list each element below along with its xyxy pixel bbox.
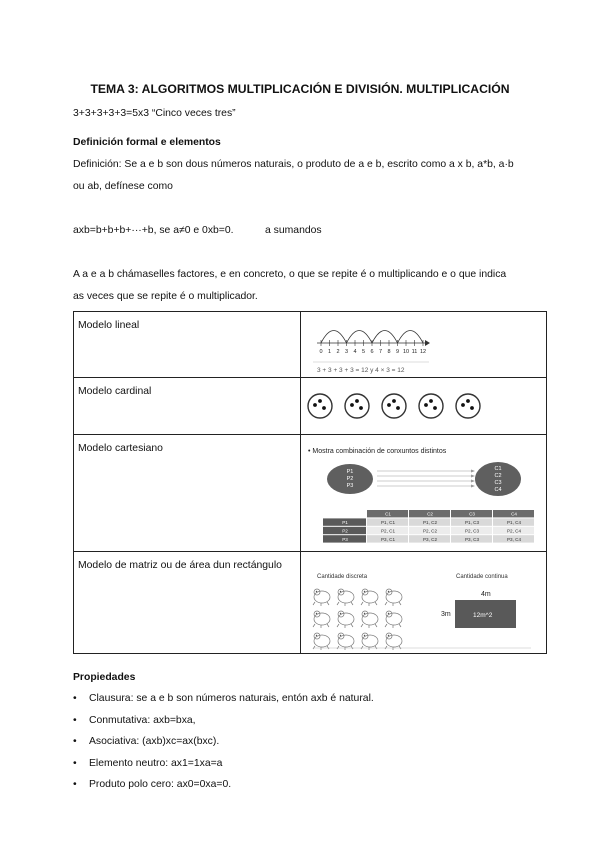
jump-arc: [372, 331, 398, 344]
continuous-label: Cantidade continua: [456, 574, 508, 580]
set-dot: [350, 403, 354, 407]
animal-icon: [313, 589, 330, 606]
tick-label: 4: [353, 349, 357, 355]
animal-icon: [337, 633, 354, 650]
cardinal-set: [345, 394, 369, 418]
cardinal-model-figure: [301, 378, 547, 435]
tick-label: 6: [370, 349, 374, 355]
properties-heading: Propiedades: [73, 672, 136, 683]
animal-icon: [361, 633, 378, 650]
table-cell-text: P2, C3: [464, 528, 480, 534]
set-dot: [313, 403, 317, 407]
set-c-element: C2: [494, 473, 502, 479]
model-label: Modelo cartesiano: [74, 435, 301, 552]
page-title: TEMA 3: ALGORITMOS MULTIPLICACIÓN E DIVISIÓN. MULTIPLICACIÓN: [90, 82, 510, 96]
model-row: [74, 378, 547, 435]
tick-label: 12: [419, 349, 427, 355]
arrow-head-icon: [471, 480, 475, 483]
table-cell-text: P1, C2: [422, 520, 438, 525]
animal-icon: [385, 589, 402, 606]
set-dot: [322, 406, 326, 410]
tick-label: 1: [327, 349, 332, 355]
set-dot: [392, 399, 396, 403]
definition-line-1: Definición: Se a e b son dous números naturais, o produto de a e b, escrito como a x b, a*b, a·b: [73, 159, 514, 170]
area-model-figure: [301, 552, 547, 654]
jump-arc: [347, 331, 373, 344]
cardinal-set: [419, 394, 443, 418]
table-cell-text: P1: [342, 520, 348, 525]
set-dot: [461, 403, 465, 407]
animal-icon: [361, 589, 378, 606]
table-cell-text: P1, C4: [506, 520, 522, 525]
models-table: [73, 311, 547, 654]
definition-line-2: ou ab, defínese como: [73, 181, 173, 192]
tick-label: 0: [319, 349, 323, 355]
set-dot: [433, 406, 437, 410]
cartesian-model-figure: [301, 435, 547, 552]
property-item: • Elemento neutro: ax1=1xa=a: [73, 753, 374, 775]
arrow-head-icon: [471, 475, 475, 478]
tick-label: 9: [395, 349, 400, 355]
arrow-head-icon: [471, 485, 475, 488]
set-dot: [355, 399, 359, 403]
table-cell-text: P2, C4: [506, 528, 522, 534]
table-cell-text: P2: [342, 528, 348, 534]
animal-icon: [361, 611, 378, 628]
set-p-element: P3: [346, 483, 354, 489]
model-row: [74, 435, 547, 552]
set-circle: [419, 394, 443, 418]
formula-note: a sumandos: [265, 225, 322, 236]
jump-arc: [398, 331, 424, 344]
table-cell-text: P3, C4: [506, 536, 522, 542]
factors-line-1: A a e a b chámaselles factores, e en concreto, o que se repite é o multiplicando e o que indica: [73, 269, 507, 280]
table-cell-text: P3, C2: [422, 536, 438, 542]
discrete-grid: [313, 589, 402, 650]
lineal-equation: 3 + 3 + 3 + 3 = 12 y 4 × 3 = 12: [317, 367, 405, 374]
arrow-head-icon: [471, 470, 475, 473]
set-dot: [470, 406, 474, 410]
set-circle: [345, 394, 369, 418]
arrow-head-icon: [425, 340, 430, 346]
set-c-element: C3: [494, 480, 502, 486]
table-cell-text: P3: [342, 536, 348, 542]
definition-heading: Definición formal e elementos: [73, 137, 221, 148]
cardinal-sets-diagram: [301, 378, 546, 431]
table-cell-text: P3, C1: [380, 536, 396, 542]
area-diagram: [301, 552, 546, 650]
animal-icon: [337, 589, 354, 606]
model-label: Modelo cardinal: [74, 378, 301, 435]
table-cell-text: P2, C2: [422, 528, 438, 534]
animal-icon: [337, 611, 354, 628]
model-row: [74, 552, 547, 654]
set-circle: [382, 394, 406, 418]
properties-list: [73, 688, 374, 796]
tick-label: 5: [361, 349, 366, 355]
property-item: • Clausura: se a e b son números naturais, entón axb é natural.: [73, 688, 374, 710]
set-dot: [466, 399, 470, 403]
cartesian-bullet: • Mostra combinación de conxuntos distintos: [308, 448, 447, 455]
set-dot: [318, 399, 322, 403]
set-p-element: P1: [346, 469, 354, 475]
discrete-label: Cantidade discreta: [317, 574, 368, 580]
table-cell-text: C2: [427, 511, 433, 517]
tick-label: 8: [387, 349, 391, 355]
tick-label: 2: [336, 349, 340, 355]
intro-example: 3+3+3+3+3=5x3 “Cinco veces tres”: [73, 108, 236, 119]
animal-icon: [385, 633, 402, 650]
model-row: [74, 312, 547, 378]
animal-icon: [313, 611, 330, 628]
cardinal-set: [308, 394, 332, 418]
tick-label: 10: [402, 349, 410, 355]
lineal-model-figure: [301, 312, 547, 378]
tick-label: 11: [411, 349, 418, 355]
set-dot: [387, 403, 391, 407]
table-cell-text: C1: [385, 511, 391, 517]
cardinal-set: [382, 394, 406, 418]
set-dot: [429, 399, 433, 403]
jump-arc: [321, 331, 347, 344]
property-item: • Asociativa: (axb)xc=ax(bxc).: [73, 731, 374, 753]
cardinal-set: [456, 394, 480, 418]
animal-icon: [385, 611, 402, 628]
set-circle: [308, 394, 332, 418]
table-cell-text: P1, C3: [464, 520, 480, 525]
tick-label: 7: [378, 349, 383, 355]
animal-icon: [313, 633, 330, 650]
property-item: • Produto polo cero: ax0=0xa=0.: [73, 774, 374, 796]
set-p-element: P2: [346, 476, 354, 482]
table-cell-text: P2, C1: [380, 528, 396, 534]
multiplication-formula: axb=b+b+b+···+b, se a≠0 e 0xb=0.: [73, 225, 234, 236]
tick-label: 3: [344, 349, 349, 355]
mapping-arrows: [377, 470, 475, 488]
set-dot: [396, 406, 400, 410]
table-cell-text: P3, C3: [464, 536, 480, 542]
model-label: Modelo de matriz ou de área dun rectángulo: [74, 552, 301, 654]
cartesian-diagram: [301, 435, 546, 548]
set-dot: [359, 406, 363, 410]
combination-table: [323, 510, 534, 543]
width-label: 4m: [481, 591, 491, 598]
table-cell-text: C3: [469, 511, 475, 517]
area-value: 12m^2: [473, 612, 493, 619]
table-cell-text: P1, C1: [380, 520, 396, 525]
set-dot: [424, 403, 428, 407]
number-line-diagram: [301, 312, 546, 374]
set-circle: [456, 394, 480, 418]
set-c-element: C1: [494, 466, 502, 472]
factors-line-2: as veces que se repite é o multiplicador.: [73, 291, 258, 302]
table-cell-text: C4: [511, 511, 517, 517]
model-label: Modelo lineal: [74, 312, 301, 378]
height-label: 3m: [441, 611, 451, 618]
property-item: • Conmutativa: axb=bxa,: [73, 710, 374, 732]
set-c-element: C4: [494, 487, 502, 493]
